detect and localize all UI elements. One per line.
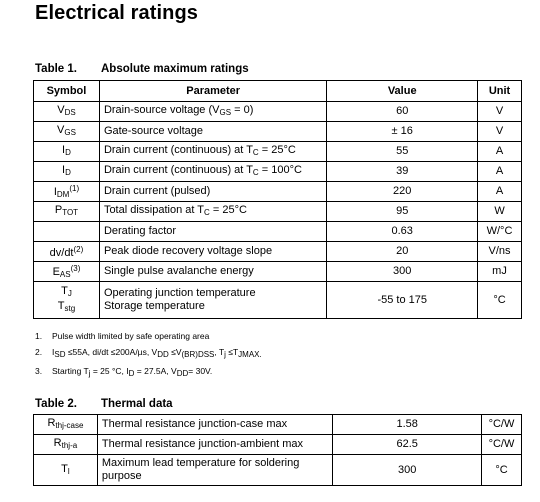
symbol-cell bbox=[34, 122, 100, 142]
parameter-text: Drain-source voltage (V bbox=[103, 104, 220, 116]
parameter-cell bbox=[99, 222, 326, 242]
unit-cell: W/°C bbox=[478, 222, 522, 242]
table2-title: Thermal data bbox=[101, 398, 173, 410]
unit-cell: A bbox=[478, 142, 522, 162]
symbol-text: T bbox=[61, 462, 68, 475]
table2-number: Table 2. bbox=[35, 398, 77, 410]
table-row bbox=[34, 222, 522, 242]
value-cell: 62.5 bbox=[333, 435, 482, 455]
symbol-subscript: J bbox=[67, 289, 72, 298]
parameter-text: Operating junction temperature bbox=[103, 287, 256, 299]
table-row bbox=[34, 182, 522, 202]
thermal-data-table bbox=[33, 414, 522, 486]
value-cell: 20 bbox=[327, 242, 478, 262]
parameter-cell: Thermal resistance junction-case max bbox=[97, 415, 332, 435]
header-value: Value bbox=[327, 81, 478, 102]
header-symbol: Symbol bbox=[34, 81, 100, 102]
parameter-subscript: C bbox=[252, 148, 259, 157]
symbol-text: R bbox=[53, 437, 62, 449]
symbol-cell bbox=[34, 142, 100, 162]
footnotes bbox=[35, 328, 262, 382]
symbol-text: I bbox=[62, 164, 66, 176]
parameter-subscript: C bbox=[204, 208, 210, 217]
value-cell: 0.63 bbox=[327, 222, 478, 242]
parameter-cell bbox=[99, 142, 326, 162]
table-row bbox=[34, 142, 522, 162]
symbol-subscript: thj-a bbox=[61, 441, 78, 450]
symbol-cell bbox=[34, 202, 100, 222]
footnote-ref: (2) bbox=[73, 245, 84, 254]
symbol-cell bbox=[34, 435, 98, 455]
absolute-max-ratings-table bbox=[33, 80, 522, 319]
symbol-subscript: l bbox=[67, 466, 70, 476]
unit-cell: V bbox=[478, 102, 522, 122]
value-cell: 300 bbox=[333, 455, 482, 486]
symbol-subscript: GS bbox=[64, 128, 76, 137]
unit-cell: mJ bbox=[478, 262, 522, 282]
table-header-row bbox=[34, 81, 522, 102]
value-cell: 95 bbox=[327, 202, 478, 222]
parameter-text: purpose bbox=[101, 470, 142, 482]
header-parameter: Parameter bbox=[99, 81, 326, 102]
unit-cell: A bbox=[478, 182, 522, 202]
parameter-condition: = 25°C bbox=[209, 204, 247, 216]
table2-caption bbox=[35, 398, 173, 410]
symbol-subscript: stg bbox=[64, 304, 76, 313]
footnote-3: 3. Starting $T_j = 25$ °C, $I_D = 27.5A$, $V_{DD}= 30V$. bbox=[35, 366, 213, 378]
parameter-cell bbox=[99, 182, 326, 202]
table-row bbox=[34, 282, 522, 319]
parameter-cell bbox=[99, 162, 326, 182]
symbol-cell bbox=[34, 282, 100, 319]
symbol-cell bbox=[34, 242, 100, 262]
symbol-text: V bbox=[57, 104, 65, 116]
footnote-ref: (1) bbox=[69, 184, 80, 193]
unit-cell: °C bbox=[478, 282, 522, 319]
symbol-text: R bbox=[47, 417, 56, 429]
symbol-subscript: AS bbox=[59, 270, 71, 279]
unit-cell: V/ns bbox=[478, 242, 522, 262]
parameter-cell bbox=[99, 202, 326, 222]
symbol-text: E bbox=[52, 266, 60, 278]
table-row bbox=[34, 162, 522, 182]
parameter-condition: = 100°C bbox=[258, 164, 302, 176]
parameter-text: Single pulse avalanche energy bbox=[103, 265, 254, 277]
parameter-condition: = 0) bbox=[231, 104, 254, 116]
footnote-ref: (3) bbox=[70, 264, 81, 273]
table-row bbox=[34, 262, 522, 282]
table-row bbox=[34, 415, 522, 435]
symbol-text: V bbox=[57, 124, 65, 136]
parameter-cell bbox=[99, 122, 326, 142]
symbol-cell bbox=[34, 222, 100, 242]
parameter-text: Storage temperature bbox=[103, 300, 205, 312]
parameter-text: Total dissipation at T bbox=[103, 204, 205, 216]
parameter-text: Drain current (continuous) at T bbox=[103, 144, 253, 156]
parameter-subscript: C bbox=[252, 168, 259, 177]
parameter-condition: = 25°C bbox=[258, 144, 296, 156]
symbol-cell bbox=[34, 455, 98, 486]
page-title: Electrical ratings bbox=[35, 2, 198, 24]
unit-cell: W bbox=[478, 202, 522, 222]
parameter-cell: Thermal resistance junction-ambient max bbox=[97, 435, 332, 455]
symbol-cell bbox=[34, 415, 98, 435]
value-cell: ± 16 bbox=[327, 122, 478, 142]
parameter-cell bbox=[97, 455, 332, 486]
symbol-cell bbox=[34, 102, 100, 122]
table1-caption bbox=[35, 63, 249, 75]
parameter-text: Derating factor bbox=[103, 225, 177, 237]
parameter-text: Peak diode recovery voltage slope bbox=[103, 245, 273, 257]
value-cell: 39 bbox=[327, 162, 478, 182]
table-row bbox=[34, 455, 522, 486]
parameter-text: Gate-source voltage bbox=[103, 125, 203, 137]
table-row bbox=[34, 435, 522, 455]
symbol-cell bbox=[34, 162, 100, 182]
symbol-cell bbox=[34, 262, 100, 282]
table-row bbox=[34, 202, 522, 222]
unit-cell: °C/W bbox=[481, 415, 521, 435]
value-cell: 60 bbox=[327, 102, 478, 122]
symbol-subscript: D bbox=[65, 148, 71, 157]
unit-cell: A bbox=[478, 162, 522, 182]
symbol-subscript: thj-case bbox=[55, 421, 84, 430]
table-row bbox=[34, 242, 522, 262]
symbol-text: T bbox=[61, 285, 68, 297]
symbol-subscript: D bbox=[65, 168, 71, 177]
footnote-1: 1. Pulse width limited by safe operating area bbox=[35, 331, 210, 341]
value-cell: 300 bbox=[327, 262, 478, 282]
symbol-text: I bbox=[53, 186, 57, 198]
parameter-text: Drain current (continuous) at T bbox=[103, 164, 253, 176]
symbol-text: T bbox=[57, 300, 65, 312]
symbol-subscript: DM bbox=[56, 190, 70, 199]
value-cell: -55 to 175 bbox=[327, 282, 478, 319]
symbol-subscript: DS bbox=[64, 108, 76, 117]
parameter-subscript: GS bbox=[219, 108, 232, 117]
unit-cell: °C bbox=[481, 455, 521, 486]
parameter-text: Maximum lead temperature for soldering bbox=[101, 457, 300, 469]
value-cell: 55 bbox=[327, 142, 478, 162]
table-row bbox=[34, 122, 522, 142]
symbol-line bbox=[38, 285, 95, 300]
parameter-text: Drain current (pulsed) bbox=[103, 185, 211, 197]
symbol-subscript: TOT bbox=[62, 208, 79, 217]
symbol-cell bbox=[34, 182, 100, 202]
parameter-cell bbox=[99, 102, 326, 122]
parameter-cell bbox=[99, 262, 326, 282]
value-cell: 1.58 bbox=[333, 415, 482, 435]
table-row bbox=[34, 102, 522, 122]
symbol-text: I bbox=[62, 144, 66, 156]
unit-cell: V bbox=[478, 122, 522, 142]
header-unit: Unit bbox=[478, 81, 522, 102]
value-cell: 220 bbox=[327, 182, 478, 202]
symbol-line bbox=[38, 300, 95, 315]
parameter-cell bbox=[99, 242, 326, 262]
footnote-2: 2. $I_{SD} \le 55A$, di/dt ≤200A/µs, $V_{DD} \le V_{(BR)DSS}$, $T_j \le T_{JMAX.}$ bbox=[35, 347, 262, 359]
table1-number: Table 1. bbox=[35, 63, 77, 75]
unit-cell: °C/W bbox=[481, 435, 521, 455]
symbol-text: P bbox=[54, 204, 63, 216]
table1-title: Absolute maximum ratings bbox=[101, 63, 249, 75]
symbol-text: dv/dt bbox=[49, 247, 74, 259]
parameter-cell bbox=[99, 282, 326, 319]
